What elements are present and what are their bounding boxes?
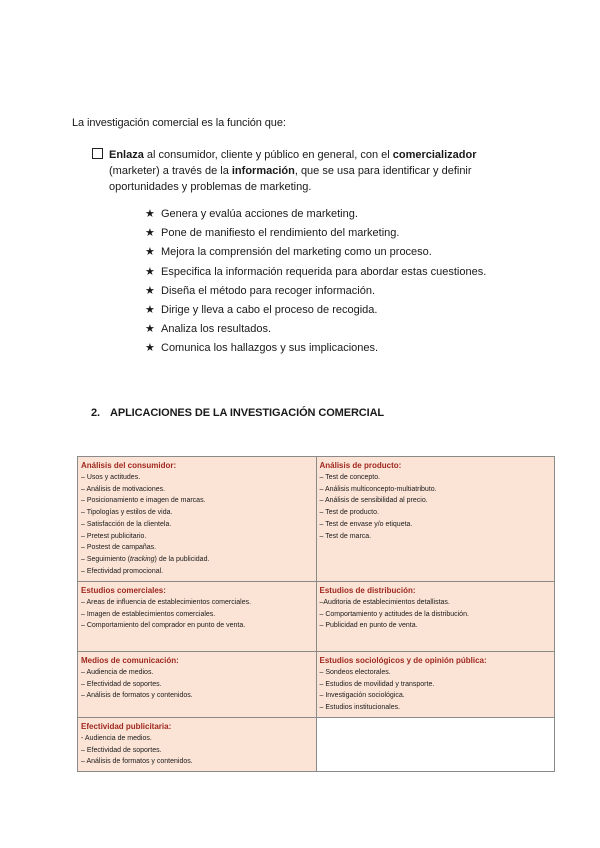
star-icon: ★ (145, 303, 155, 316)
table-row (78, 717, 555, 771)
main-bullet-line3: oportunidades y problemas de marketing. (109, 181, 312, 193)
list-item: – Imagen de establecimientos comerciales. (81, 610, 216, 618)
list-item: – Usos y actitudes. (81, 474, 141, 481)
cell-title: Efectividad publicitaria: (81, 721, 172, 731)
list-item: – Tipologías y estilos de vida. (81, 509, 173, 517)
star-icon: ★ (145, 284, 155, 297)
list-item: ★ Analiza los resultados. (145, 323, 272, 336)
cell-producto (316, 457, 555, 582)
applications-table (77, 456, 555, 772)
list-item: – Pretest publicitario. (81, 532, 147, 540)
list-item: –Auditoria de establecimientos detallistas. (319, 599, 450, 606)
table-row (78, 652, 555, 718)
intro-text: La investigación comercial es la función que: (72, 117, 286, 129)
list-item: ★ Diseña el método para recoger información. (145, 284, 376, 297)
star-icon: ★ (145, 208, 155, 220)
list-item: – Efectividad promocional. (81, 567, 164, 575)
main-bullet-line1: Enlaza al consumidor, cliente y público en general, con el comercializador (92, 147, 512, 163)
list-item: – Audiencia de medios. (81, 669, 154, 676)
main-bullet (92, 147, 512, 195)
star-icon: ★ (145, 265, 155, 278)
star-icon: ★ (145, 227, 155, 240)
cell-comerciales (78, 582, 317, 652)
cell-consumidor (78, 457, 317, 582)
section-heading: 2. APLICACIONES DE LA INVESTIGACIÓN COMERCIAL (91, 407, 385, 419)
list-item: – Posicionamiento e imagen de marcas. (81, 497, 206, 505)
cell-title: Análisis del consumidor: (81, 461, 177, 470)
cell-title: Estudios sociológicos y de opinión pública: (319, 656, 487, 665)
list-item: ★ Pone de manifiesto el rendimiento del marketing. (145, 227, 400, 240)
list-item: ★ Comunica los hallazgos y sus implicaciones. (145, 342, 379, 355)
star-list (145, 206, 486, 360)
main-bullet-line2: (marketer) a través de la información, que se usa para identificar y definir (109, 165, 472, 177)
cell-distribucion (316, 582, 555, 652)
list-item: – Análisis de motivaciones. (81, 485, 166, 493)
star-icon: ★ (145, 323, 155, 336)
list-item: ★ Dirige y lleva a cabo el proceso de recogida. (145, 303, 378, 316)
list-item: – Publicidad en punto de venta. (319, 622, 418, 630)
cell-title: Medios de comunicación: (81, 656, 179, 665)
list-item: – Investigación sociológica. (319, 692, 405, 700)
cell-empty (316, 717, 555, 771)
cell-publicitaria (78, 717, 317, 771)
list-item: – Postest de campañas. (81, 544, 157, 552)
list-item: – Seguimiento (tracking) de la publicidad. (81, 555, 210, 563)
cell-sociologicos (316, 652, 555, 718)
list-item: – Test de envase y/o etiqueta. (319, 520, 413, 528)
list-item: – Análisis de formatos y contenidos. (81, 758, 193, 766)
list-item: – Estudios institucionales. (319, 704, 401, 712)
list-item: – Efectividad de soportes. (81, 746, 162, 754)
cell-title: Análisis de producto: (319, 461, 402, 470)
star-icon: ★ (145, 342, 155, 355)
star-icon: ★ (145, 246, 155, 259)
list-item: – Análisis de sensibilidad al precio. (319, 497, 428, 505)
table-row (78, 582, 555, 652)
list-item: – Comportamiento del comprador en punto de venta. (81, 622, 246, 630)
list-item: ★ Genera y evalúa acciones de marketing. (145, 208, 358, 220)
list-item: ★ Especifica la información requerida para abordar estas cuestiones. (145, 265, 487, 278)
checkbox-icon (92, 148, 103, 159)
table-row (78, 457, 555, 582)
list-item: – Efectividad de soportes. (81, 680, 162, 688)
list-item: – Sondeos electorales. (319, 669, 391, 676)
list-item: – Test de concepto. (319, 474, 381, 481)
list-item: – Comportamiento y actitudes de la distribución. (319, 610, 469, 618)
list-item: – Areas de influencia de establecimientos comerciales. (81, 599, 252, 606)
list-item: – Análisis de formatos y contenidos. (81, 692, 193, 700)
cell-title: Estudios de distribución: (319, 586, 416, 595)
cell-title: Estudios comerciales: (81, 586, 166, 595)
list-item: – Test de marca. (319, 532, 372, 540)
list-item: – Satisfacción de la clientela. (81, 520, 172, 528)
list-item: – Test de producto. (319, 509, 379, 517)
list-item: – Análisis multiconcepto-multiatributo. (319, 485, 437, 493)
list-item: ★ Mejora la comprensión del marketing como un proceso. (145, 246, 432, 259)
list-item: - Audiencia de medios. (81, 734, 152, 742)
cell-medios (78, 652, 317, 718)
list-item: – Estudios de movilidad y transporte. (319, 680, 435, 688)
